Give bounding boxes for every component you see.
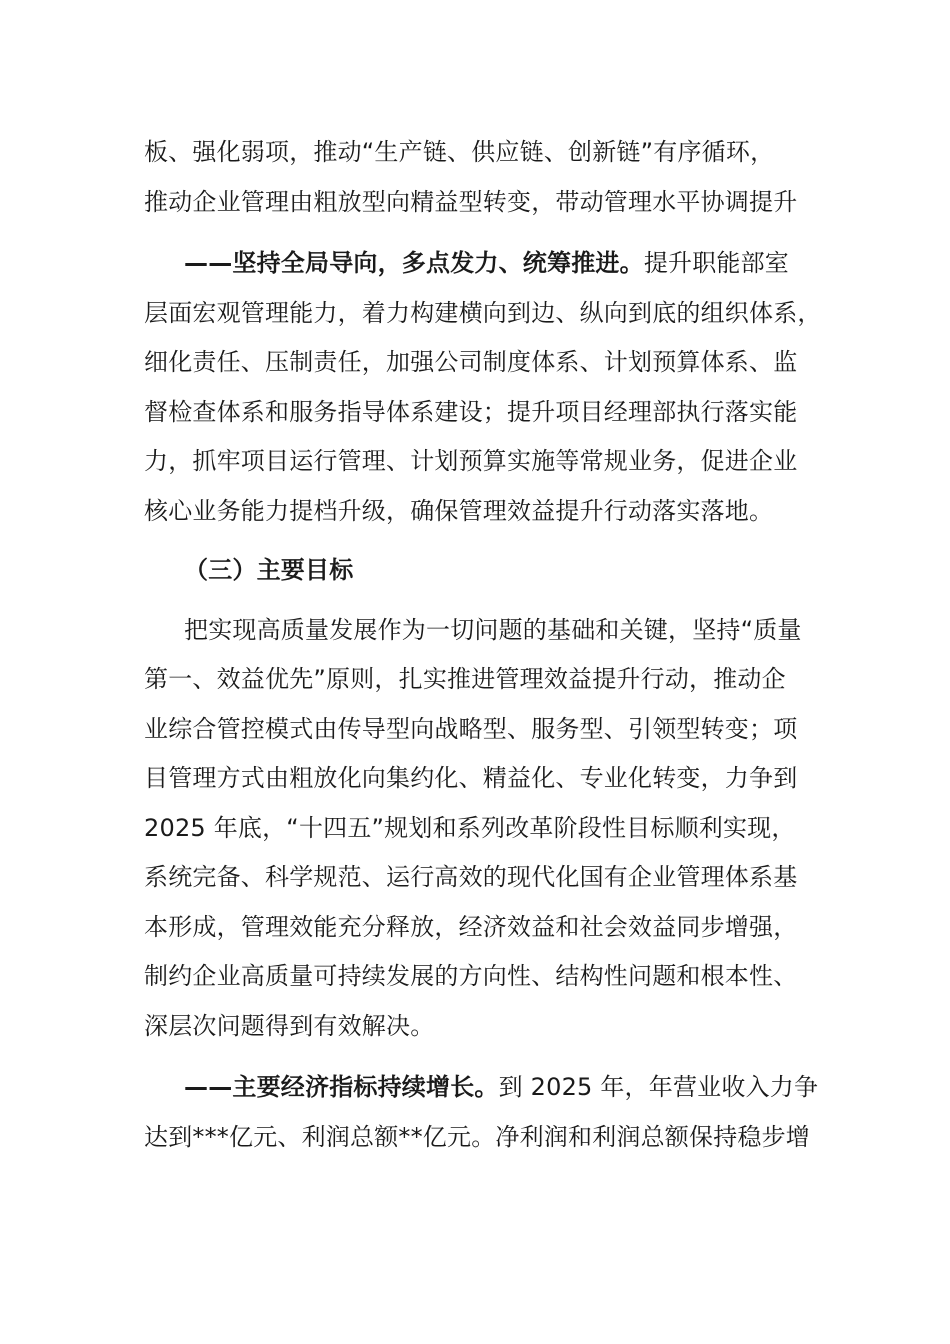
text-line: 2025 年底，“十四五”规划和系列改革阶段性目标顺利实现， <box>144 813 796 842</box>
text-line: 第一、效益优先”原则，扎实推进管理效益提升行动，推动企 <box>144 665 786 693</box>
text-line: 推动企业管理由粗放型向精益型转变，带动管理水平协调提升 <box>144 187 798 216</box>
text-line: 制约企业高质量可持续发展的方向性、结构性问题和根本性、 <box>144 962 798 990</box>
text-line: 本形成，管理效能充分释放，经济效益和社会效益同步增强， <box>144 912 798 941</box>
paragraph-economic-indicators <box>144 1063 824 1162</box>
text-line: 深层次问题得到有效解决。 <box>144 1011 435 1040</box>
text-line: 目管理方式由粗放化向集约化、精益化、专业化转变，力争到 <box>144 764 798 792</box>
text-line: 达到***亿元、利润总额**亿元。净利润和利润总额保持稳步增 <box>144 1122 810 1151</box>
text-line: 层面宏观管理能力，着力构建横向到边、纵向到底的组织体系， <box>144 298 822 327</box>
section-heading: （三）主要目标 <box>184 556 354 584</box>
paragraph-main-goals <box>144 606 824 1052</box>
text-line: 业综合管控模式由传导型向战略型、服务型、引领型转变；项 <box>144 714 798 743</box>
paragraph-continuation <box>144 128 824 227</box>
text-line: 板、强化弱项，推动“生产链、供应链、创新链”有序循环， <box>144 138 775 166</box>
paragraph-overall-orientation <box>144 239 824 536</box>
text-line: 督检查体系和服务指导体系建设；提升项目经理部执行落实能 <box>144 397 798 426</box>
text-line: 系统完备、科学规范、运行高效的现代化国有企业管理体系基 <box>144 863 798 891</box>
paragraph-lead: ——坚持全局导向，多点发力、统筹推进。 <box>184 249 644 277</box>
text-run: 提升职能部室 <box>643 249 790 277</box>
text-line: 把实现高质量发展作为一切问题的基础和关键，坚持“质量 <box>184 615 802 644</box>
document-body <box>144 128 824 1162</box>
paragraph-lead: ——主要经济指标持续增长。 <box>184 1073 499 1101</box>
text-line: 细化责任、压制责任，加强公司制度体系、计划预算体系、监 <box>144 348 798 376</box>
text-line <box>144 1063 824 1113</box>
text-line <box>144 239 824 289</box>
text-line: 核心业务能力提档升级，确保管理效益提升行动落实落地。 <box>144 496 774 525</box>
text-run: 到 2025 年，年营业收入力争 <box>498 1073 819 1101</box>
text-line: 力，抓牢项目运行管理、计划预算实施等常规业务，促进企业 <box>144 447 798 475</box>
